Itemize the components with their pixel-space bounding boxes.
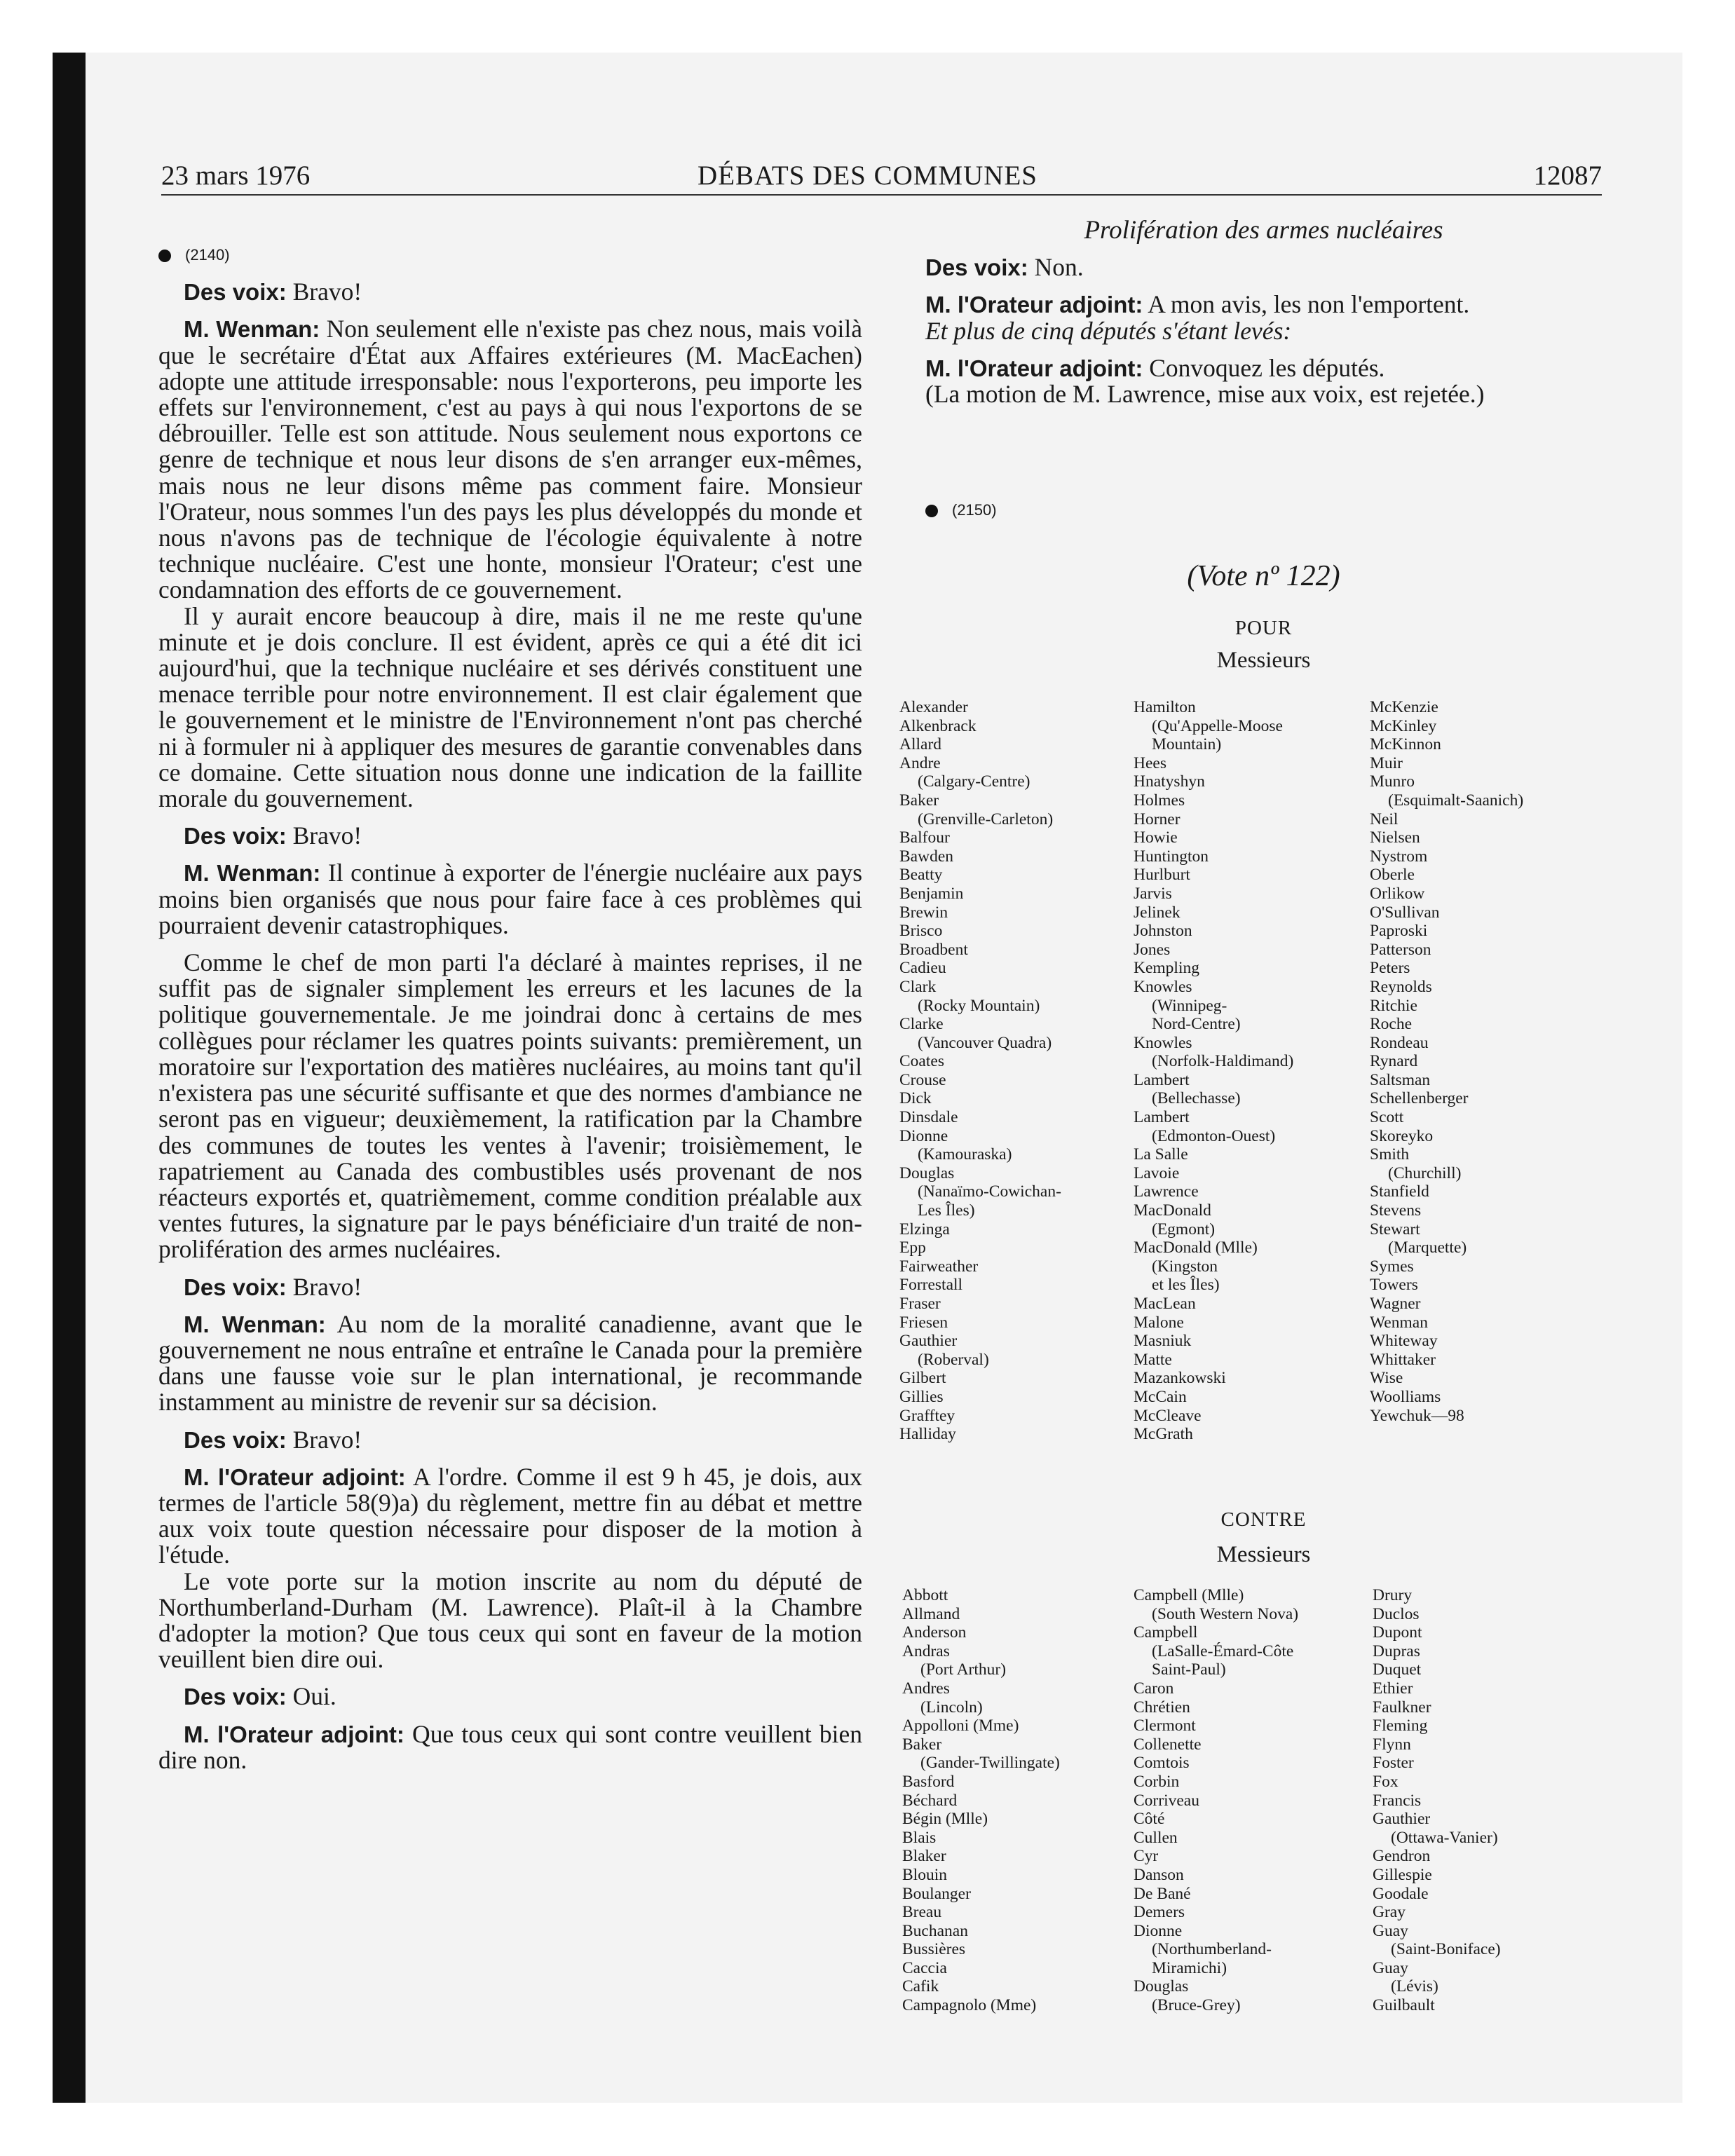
paragraph: M. l'Orateur adjoint: Que tous ceux qui sont contre veuillent bien dire non. bbox=[158, 1719, 862, 1774]
paragraph: M. l'Orateur adjoint: A l'ordre. Comme il est 9 h 45, je dois, aux termes de l'article 58(9)a) du règlement, mettre fin au débat et mettre aux voix toute question nécessaire pour disposer de la motion à l'étude. bbox=[158, 1462, 863, 1569]
member-name: Hamilton bbox=[1134, 698, 1196, 716]
member-name: (Kamouraska) bbox=[918, 1145, 1012, 1164]
paragraph: M. Wenman: Non seulement elle n'existe pas chez nous, mais voilà que le secrétaire d'État aux Affaires extérieures (M. MacEachen) adopte une attitude irresponsable: nous l'exporterons, peu importe les effets sur l'environnement, c'est au pays à qui nous l'exportons de se débrouiller. Telle est son attitude. Nous seulement nous exportons ce genre de technique et nous leur disons de s'en arranger eux-mêmes, mais nous ne leur disons même pas comment faire. Monsieur l'Orateur, nous sommes l'un des pays les plus développés du monde et nous n'avons pas de technique de l'écologie équivalente à notre technique nucléaire. C'est une honte, monsieur l'Orateur; c'est une condamnation des efforts de ce gouvernement. bbox=[158, 315, 862, 604]
member-name: Mountain) bbox=[1152, 735, 1222, 754]
member-name: Holmes bbox=[1134, 791, 1185, 810]
member-name: Scott bbox=[1370, 1108, 1404, 1127]
member-name: Neil bbox=[1370, 810, 1399, 828]
member-name: Stewart bbox=[1370, 1220, 1420, 1239]
member-name: Basford bbox=[902, 1772, 955, 1791]
member-name: Patterson bbox=[1370, 940, 1431, 959]
member-name: Brewin bbox=[899, 903, 948, 922]
member-name: Abbott bbox=[902, 1586, 948, 1604]
member-name: Douglas bbox=[899, 1164, 955, 1182]
member-name: (Qu'Appelle-Moose bbox=[1152, 716, 1283, 735]
member-name: (Esquimalt-Saanich) bbox=[1388, 791, 1524, 810]
member-name: Epp bbox=[899, 1239, 926, 1257]
member-name: (Marquette) bbox=[1388, 1239, 1467, 1257]
member-name: Crouse bbox=[899, 1070, 946, 1089]
speaker: M. Wenman: bbox=[184, 316, 320, 343]
member-name: Ritchie bbox=[1370, 996, 1417, 1015]
time-marker: (2150) bbox=[925, 497, 1602, 523]
member-name: Flynn bbox=[1373, 1735, 1411, 1754]
member-name: Friesen bbox=[899, 1313, 948, 1332]
member-name: Jones bbox=[1134, 940, 1171, 959]
member-name: Halliday bbox=[899, 1425, 956, 1444]
member-name: McKinley bbox=[1370, 716, 1437, 735]
member-name: Benjamin bbox=[899, 884, 964, 903]
member-name: Masniuk bbox=[1134, 1332, 1192, 1351]
speaker: Des voix: bbox=[925, 254, 1028, 281]
member-name: Johnston bbox=[1134, 922, 1192, 941]
member-name: Les Îles) bbox=[918, 1201, 975, 1220]
member-name: (Lévis) bbox=[1391, 1977, 1438, 1996]
member-name: Oberle bbox=[1370, 866, 1415, 885]
contre-list-col2 bbox=[1134, 1586, 1298, 2015]
member-name: (Edmonton-Ouest) bbox=[1152, 1126, 1276, 1145]
motion-result: (La motion de M. Lawrence, mise aux voix, est rejetée.) bbox=[925, 380, 1485, 409]
member-name: Bussières bbox=[902, 1940, 966, 1959]
member-name: Fairweather bbox=[899, 1257, 979, 1276]
header-page-number: 12087 bbox=[1533, 161, 1602, 191]
member-name: MacDonald bbox=[1134, 1201, 1211, 1220]
section-title: Prolifération des armes nucléaires bbox=[1084, 216, 1443, 245]
member-name: Woolliams bbox=[1370, 1387, 1441, 1406]
member-name: Knowles bbox=[1134, 977, 1192, 996]
member-name: Foster bbox=[1373, 1754, 1414, 1773]
member-name: Côté bbox=[1134, 1810, 1165, 1829]
member-name: Forrestall bbox=[899, 1276, 963, 1295]
pour-list-col2 bbox=[1134, 698, 1293, 1444]
member-name: Lavoie bbox=[1134, 1164, 1180, 1182]
member-name: Knowles bbox=[1134, 1033, 1192, 1052]
member-name: Cullen bbox=[1134, 1828, 1178, 1847]
contre-list-col3 bbox=[1373, 1586, 1501, 2015]
member-name: Comtois bbox=[1134, 1754, 1190, 1773]
member-name: Brisco bbox=[899, 922, 943, 941]
left-column bbox=[158, 242, 862, 1773]
member-name: Campagnolo (Mme) bbox=[902, 1996, 1037, 2015]
member-name: Blais bbox=[902, 1828, 937, 1847]
member-name: (South Western Nova) bbox=[1152, 1604, 1299, 1623]
member-name: Clarke bbox=[899, 1015, 944, 1034]
right-column bbox=[925, 217, 1602, 523]
member-name: McCleave bbox=[1134, 1406, 1202, 1425]
member-name: (Nanaïmo-Cowichan- bbox=[918, 1182, 1061, 1201]
member-name: MacLean bbox=[1134, 1295, 1196, 1313]
member-name: Andres bbox=[902, 1679, 950, 1698]
member-name: Cafik bbox=[902, 1977, 939, 1996]
member-name: Smith bbox=[1370, 1145, 1410, 1164]
member-name: (Roberval) bbox=[918, 1350, 989, 1369]
member-name: Breau bbox=[902, 1903, 942, 1922]
member-name: De Bané bbox=[1134, 1884, 1191, 1903]
member-name: Dinsdale bbox=[899, 1108, 958, 1127]
member-name: (Northumberland- bbox=[1152, 1940, 1272, 1959]
member-name: Drury bbox=[1373, 1586, 1413, 1604]
member-name: Beatty bbox=[899, 866, 943, 885]
member-name: Hurlburt bbox=[1134, 866, 1190, 885]
member-name: Guilbault bbox=[1373, 1996, 1435, 2015]
member-name: Lawrence bbox=[1134, 1182, 1199, 1201]
member-name: Nord-Centre) bbox=[1152, 1015, 1241, 1034]
member-name: Caccia bbox=[902, 1958, 947, 1977]
member-name: Francis bbox=[1373, 1791, 1422, 1810]
member-name: Malone bbox=[1134, 1313, 1184, 1332]
member-name: (Ottawa-Vanier) bbox=[1391, 1828, 1498, 1847]
member-name: Anderson bbox=[902, 1623, 967, 1642]
member-name: Munro bbox=[1370, 772, 1415, 791]
member-name: Gillespie bbox=[1373, 1865, 1432, 1884]
member-name: Towers bbox=[1370, 1276, 1418, 1295]
bullet-icon bbox=[158, 250, 171, 262]
member-name: (LaSalle-Émard-Côte bbox=[1152, 1642, 1294, 1660]
member-name: Danson bbox=[1134, 1865, 1184, 1884]
member-name: Allmand bbox=[902, 1604, 960, 1623]
member-name: Blouin bbox=[902, 1865, 947, 1884]
paragraph: Des voix: Bravo! bbox=[184, 1272, 362, 1301]
member-name: Dick bbox=[899, 1089, 932, 1108]
paragraph: Comme le chef de mon parti l'a déclaré à maintes reprises, il ne suffit pas de signaler simplement les erreurs et les lacunes de la politique gouvernementale. Je me joindrai donc à certains de mes collègues pour réclamer les quatres points suivants: premièrement, un moratoire sur l'exportation des matières nucléaires, au moins tant qu'il n'existera pas une sécurité suffisante et que des normes d'ambiance ne seront pas en vigueur; deuxièmement, la ratification par la Chambre des communes de toutes les ventes à l'avenir; troisièmement, le rapatriement au Canada des combustibles usés provenant de nos réacteurs exportés et, quatrièmement, comme condition préalable aux ventes futures, la signature par le pays bénéficiaire d'un traité de non-prolifération des armes nucléaires. bbox=[158, 948, 862, 1264]
member-name: (Norfolk-Haldimand) bbox=[1152, 1052, 1294, 1071]
member-name: La Salle bbox=[1134, 1145, 1188, 1164]
speaker: M. Wenman: bbox=[184, 1311, 326, 1337]
speaker: Des voix: bbox=[184, 1274, 287, 1300]
paragraph: Des voix: Bravo! bbox=[184, 1425, 362, 1454]
member-name: (Calgary-Centre) bbox=[918, 772, 1030, 791]
member-name: Campbell (Mlle) bbox=[1134, 1586, 1244, 1604]
member-name: Jarvis bbox=[1134, 884, 1172, 903]
member-name: Andras bbox=[902, 1642, 950, 1660]
speaker: Des voix: bbox=[184, 823, 287, 850]
time-marker: (2140) bbox=[158, 242, 862, 268]
member-name: Grafftey bbox=[899, 1406, 955, 1425]
member-name: (Lincoln) bbox=[920, 1698, 983, 1717]
member-name: Yewchuk—98 bbox=[1370, 1406, 1464, 1425]
speaker: Des voix: bbox=[184, 279, 287, 306]
stage-direction: Et plus de cinq députés s'étant levés: bbox=[925, 316, 1292, 345]
speaker: Des voix: bbox=[184, 1684, 287, 1710]
member-name: Howie bbox=[1134, 828, 1178, 847]
member-name: Hnatyshyn bbox=[1134, 772, 1205, 791]
speaker: M. l'Orateur adjoint: bbox=[925, 355, 1143, 381]
member-name: (Grenville-Carleton) bbox=[918, 810, 1054, 828]
member-name: Miramichi) bbox=[1152, 1958, 1227, 1977]
member-name: Goodale bbox=[1373, 1884, 1429, 1903]
member-name: Chrétien bbox=[1134, 1698, 1190, 1717]
header-title: DÉBATS DES COMMUNES bbox=[698, 161, 1037, 191]
member-name: Clermont bbox=[1134, 1717, 1196, 1735]
member-name: Baker bbox=[899, 791, 939, 810]
member-name: Blaker bbox=[902, 1847, 946, 1866]
member-name: Duquet bbox=[1373, 1660, 1422, 1679]
vote-pour-subheading: Messieurs bbox=[1216, 648, 1311, 673]
header-rule bbox=[161, 194, 1602, 196]
member-name: O'Sullivan bbox=[1370, 903, 1440, 922]
header-date: 23 mars 1976 bbox=[161, 161, 311, 191]
member-name: MacDonald (Mlle) bbox=[1134, 1239, 1258, 1257]
member-name: Gilbert bbox=[899, 1369, 946, 1388]
member-name: Reynolds bbox=[1370, 977, 1432, 996]
paragraph: Des voix: Oui. bbox=[184, 1682, 336, 1711]
member-name: Bégin (Mlle) bbox=[902, 1810, 988, 1829]
member-name: Wagner bbox=[1370, 1295, 1421, 1313]
member-name: (Egmont) bbox=[1152, 1220, 1216, 1239]
member-name: Dupras bbox=[1373, 1642, 1420, 1660]
member-name: Caron bbox=[1134, 1679, 1174, 1698]
paragraph: M. Wenman: Au nom de la moralité canadienne, avant que le gouvernement ne nous entraîne et entraîne le Canada pour la première dans une fausse voie sur le plan international, je recommande instamment au ministre de revenir sur sa décision. bbox=[158, 1309, 862, 1417]
scan-margin bbox=[0, 0, 53, 2156]
vote-pour-heading: POUR bbox=[1234, 617, 1293, 639]
member-name: Saint-Paul) bbox=[1152, 1660, 1226, 1679]
member-name: (Vancouver Quadra) bbox=[918, 1033, 1052, 1052]
pour-list-col3 bbox=[1370, 698, 1523, 1425]
member-name: Stanfield bbox=[1370, 1182, 1429, 1201]
member-name: Ethier bbox=[1373, 1679, 1413, 1698]
member-name: et les Îles) bbox=[1152, 1276, 1220, 1295]
member-name: (Gander-Twillingate) bbox=[920, 1754, 1060, 1773]
member-name: Peters bbox=[1370, 959, 1410, 978]
member-name: Corriveau bbox=[1134, 1791, 1199, 1810]
member-name: (Bellechasse) bbox=[1152, 1089, 1241, 1108]
paragraph: Le vote porte sur la motion inscrite au nom du député de Northumberland-Durham (M. Lawrence). Plaît-il à la Chambre d'adopter la motion? Que tous ceux qui sont en faveur de la motion veuillent bien dire oui. bbox=[158, 1567, 862, 1674]
member-name: Broadbent bbox=[899, 940, 968, 959]
member-name: Alkenbrack bbox=[899, 716, 977, 735]
member-name: Rynard bbox=[1370, 1052, 1418, 1071]
member-name: Orlikow bbox=[1370, 884, 1425, 903]
member-name: Schellenberger bbox=[1370, 1089, 1469, 1108]
member-name: Fleming bbox=[1373, 1717, 1428, 1735]
member-name: Wenman bbox=[1370, 1313, 1428, 1332]
member-name: (Rocky Mountain) bbox=[918, 996, 1040, 1015]
member-name: Buchanan bbox=[902, 1921, 968, 1940]
member-name: McKenzie bbox=[1370, 698, 1438, 716]
paragraph: M. l'Orateur adjoint: Convoquez les députés. bbox=[925, 353, 1385, 382]
paragraph: Des voix: Non. bbox=[925, 253, 1084, 282]
bullet-icon bbox=[925, 505, 938, 517]
speaker: M. l'Orateur adjoint: bbox=[184, 1721, 404, 1747]
member-name: Symes bbox=[1370, 1257, 1414, 1276]
member-name: Stevens bbox=[1370, 1201, 1422, 1220]
member-name: Skoreyko bbox=[1370, 1126, 1434, 1145]
member-name: Dionne bbox=[899, 1126, 948, 1145]
member-name: (Bruce-Grey) bbox=[1152, 1996, 1241, 2015]
vote-title: (Vote nº 122) bbox=[1187, 560, 1340, 592]
member-name: Dionne bbox=[1134, 1921, 1183, 1940]
member-name: (Churchill) bbox=[1388, 1164, 1462, 1182]
member-name: Douglas bbox=[1134, 1977, 1189, 1996]
contre-list-col1 bbox=[902, 1586, 1060, 2015]
member-name: (Winnipeg- bbox=[1152, 996, 1227, 1015]
member-name: Elzinga bbox=[899, 1220, 950, 1239]
member-name: Gauthier bbox=[1373, 1810, 1431, 1829]
member-name: Alexander bbox=[899, 698, 968, 716]
member-name: Béchard bbox=[902, 1791, 958, 1810]
member-name: Baker bbox=[902, 1735, 942, 1754]
member-name: (Port Arthur) bbox=[920, 1660, 1007, 1679]
member-name: Appolloni (Mme) bbox=[902, 1717, 1019, 1735]
member-name: Fox bbox=[1373, 1772, 1399, 1791]
scan-binding-edge bbox=[53, 53, 86, 2103]
member-name: Matte bbox=[1134, 1350, 1172, 1369]
member-name: Mazankowski bbox=[1134, 1369, 1226, 1388]
member-name: Gillies bbox=[899, 1387, 944, 1406]
member-name: Cyr bbox=[1134, 1847, 1159, 1866]
member-name: Duclos bbox=[1373, 1604, 1420, 1623]
member-name: Lambert bbox=[1134, 1108, 1190, 1127]
member-name: Roche bbox=[1370, 1015, 1413, 1034]
member-name: Guay bbox=[1373, 1921, 1408, 1940]
paragraph: Des voix: Bravo! bbox=[184, 278, 362, 306]
member-name: Kempling bbox=[1134, 959, 1199, 978]
member-name: Clark bbox=[899, 977, 937, 996]
member-name: Saltsman bbox=[1370, 1070, 1431, 1089]
paragraph: Des voix: Bravo! bbox=[184, 821, 362, 850]
paragraph: M. Wenman: Il continue à exporter de l'énergie nucléaire aux pays moins bien organisés que nous pour faire face à ces problèmes qui pourraient devenir catastrophiques. bbox=[158, 859, 863, 939]
member-name: Demers bbox=[1134, 1903, 1185, 1922]
member-name: Paproski bbox=[1370, 922, 1428, 941]
member-name: Jelinek bbox=[1134, 903, 1181, 922]
member-name: Nystrom bbox=[1370, 847, 1428, 866]
member-name: Bawden bbox=[899, 847, 954, 866]
member-name: Gray bbox=[1373, 1903, 1406, 1922]
member-name: McGrath bbox=[1134, 1425, 1193, 1444]
member-name: Balfour bbox=[899, 828, 950, 847]
member-name: McCain bbox=[1134, 1387, 1187, 1406]
member-name: Muir bbox=[1370, 753, 1403, 772]
member-name: Horner bbox=[1134, 810, 1181, 828]
vote-contre-heading: CONTRE bbox=[1220, 1508, 1307, 1531]
member-name: Dupont bbox=[1373, 1623, 1422, 1642]
member-name: Boulanger bbox=[902, 1884, 971, 1903]
member-name: Huntington bbox=[1134, 847, 1209, 866]
member-name: Gendron bbox=[1373, 1847, 1431, 1866]
member-name: Wise bbox=[1370, 1369, 1403, 1388]
vote-contre-subheading: Messieurs bbox=[1216, 1542, 1311, 1567]
member-name: Corbin bbox=[1134, 1772, 1180, 1791]
member-name: Cadieu bbox=[899, 959, 946, 978]
member-name: Fraser bbox=[899, 1295, 941, 1313]
member-name: Coates bbox=[899, 1052, 944, 1071]
member-name: Hees bbox=[1134, 753, 1166, 772]
member-name: (Kingston bbox=[1152, 1257, 1218, 1276]
member-name: Faulkner bbox=[1373, 1698, 1431, 1717]
member-name: Nielsen bbox=[1370, 828, 1420, 847]
member-name: Allard bbox=[899, 735, 942, 754]
member-name: Andre bbox=[899, 753, 941, 772]
speaker: M. l'Orateur adjoint: bbox=[925, 292, 1143, 318]
speaker: M. l'Orateur adjoint: bbox=[184, 1464, 406, 1490]
member-name: (Saint-Boniface) bbox=[1391, 1940, 1501, 1959]
member-name: McKinnon bbox=[1370, 735, 1441, 754]
member-name: Rondeau bbox=[1370, 1033, 1429, 1052]
paragraph: M. l'Orateur adjoint: A mon avis, les non l'emportent. bbox=[925, 290, 1470, 319]
member-name: Gauthier bbox=[899, 1332, 958, 1351]
member-name: Whittaker bbox=[1370, 1350, 1436, 1369]
member-name: Campbell bbox=[1134, 1623, 1198, 1642]
member-name: Collenette bbox=[1134, 1735, 1202, 1754]
speaker: M. Wenman: bbox=[184, 860, 321, 887]
member-name: Guay bbox=[1373, 1958, 1408, 1977]
paragraph: Il y aurait encore beaucoup à dire, mais il ne me reste qu'une minute et je dois conclure. Il est évident, après ce qui a été dit ici aujourd'hui, que la technique nucléaire et ses dérivés constituent une menace terrible pour notre environnement. Il est clair également que le gouvernement et le ministre de l'Environnement n'ont pas cherché ni à formuler ni à appliquer des mesures de garantie convenables dans ce domaine. Cette situation nous donne une indication de la faillite morale du gouvernement. bbox=[158, 601, 862, 813]
pour-list-col1 bbox=[899, 698, 1061, 1444]
member-name: Lambert bbox=[1134, 1070, 1190, 1089]
speaker: Des voix: bbox=[184, 1426, 287, 1453]
member-name: Whiteway bbox=[1370, 1332, 1438, 1351]
